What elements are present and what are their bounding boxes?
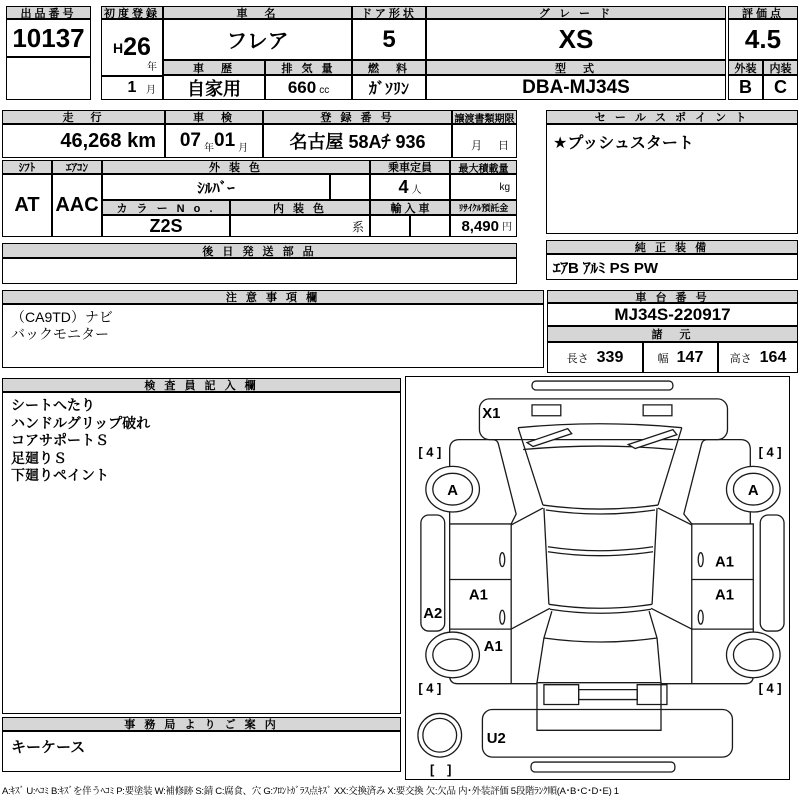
deck-lines [536, 638, 660, 683]
max-load-header: 最大積載量 [450, 160, 517, 174]
recycle-amount: 8,490 [461, 217, 499, 235]
inspector-line-2: ハンドルグリップ破れ [11, 414, 151, 431]
car-top-view [407, 378, 789, 779]
reg-no-value: 名古屋 58Aﾁ 936 [263, 124, 452, 158]
first-reg-header: 初度登録 [101, 6, 163, 19]
auction-no-value: 10137 [6, 19, 91, 57]
damage-code-legend: A:ｷｽﾞ U:ﾍｺﾐ B:ｷｽﾞを伴うﾍｺﾐ P:要塗装 W:補修跡 S:錆 C:腐食、穴 G:ﾌﾛﾝﾄｶﾞﾗｽ点ｷｽﾞ XX:交換済み X:要交換 欠:欠品 内･外装評価 5段階ﾗﾝｸ順(A･B･C･D･E) 1 [2, 786, 619, 797]
height-label: 高さ [729, 352, 752, 365]
mileage-header: 走 行 [2, 110, 165, 124]
int-color-header: 内 装 色 [230, 200, 370, 215]
notes-body [2, 304, 544, 368]
reg-month: 1 [127, 79, 137, 96]
notes-line-2: バックモニター [11, 326, 109, 342]
aircon-value: AAC [52, 174, 102, 237]
grade-header: グ レ ー ド [426, 6, 726, 19]
sales-point-header: セ ー ル ス ポ イ ン ト [546, 110, 798, 124]
capacity-header: 乗車定員 [370, 160, 450, 174]
color-no-header: カ ラ ー N o . [102, 200, 230, 215]
first-reg-year-cell [101, 19, 163, 76]
inspection-year: 07 [179, 130, 201, 151]
c-pillar-links [511, 608, 692, 629]
doors-right [691, 523, 753, 628]
displacement-unit: cc [319, 85, 330, 96]
ext-color-header: 外 装 色 [102, 160, 370, 174]
exterior-grade-value: B [728, 75, 763, 100]
transfer-deadline-value [452, 124, 517, 158]
inspection-year-unit: 年 [204, 143, 214, 154]
front-bumper [479, 398, 727, 439]
damage-diagram [405, 376, 790, 780]
sales-point-value: ★プッシュスタート [546, 124, 798, 234]
roof-rear-arcs [548, 604, 651, 613]
model-code-header: 型 式 [426, 60, 726, 75]
car-name-value: フレア [163, 19, 352, 60]
grade-value: XS [426, 19, 726, 60]
fuel-value: ｶﾞｿﾘﾝ [352, 75, 426, 100]
wiper-base-line [523, 446, 673, 449]
rear-strip [531, 762, 675, 772]
tail-lamp-left [543, 684, 578, 704]
door-handle-rr [698, 610, 703, 624]
inspection-value [165, 124, 263, 158]
first-reg-month-cell [101, 76, 163, 100]
car-name-header: 車 名 [163, 6, 352, 19]
inspection-month-unit: 月 [238, 143, 249, 154]
displacement-value [265, 75, 352, 100]
recycle-unit: 円 [502, 222, 512, 233]
recycle-header: ﾘｻｲｸﾙ預託金 [450, 200, 517, 215]
fender-stubs [449, 511, 750, 524]
displacement-number: 660 [287, 77, 317, 97]
door-shape-value: 5 [352, 19, 426, 60]
mark-front-bumper: X1 [481, 405, 500, 422]
inspector-header: 検 査 員 記 入 欄 [2, 378, 401, 392]
spec-width-cell [643, 342, 718, 373]
fuel-header: 燃 料 [352, 60, 426, 75]
notes-header: 注 意 事 項 欄 [2, 290, 544, 304]
door-shape-header: ドア形状 [352, 6, 426, 19]
length-value: 339 [596, 348, 624, 366]
spec-length-cell [547, 342, 643, 373]
recycle-value [450, 215, 517, 237]
mark-door-fr: A1 [714, 554, 734, 571]
inspection-header: 車 検 [165, 110, 263, 124]
transfer-deadline-header: 譲渡書類期限 [452, 110, 517, 124]
reg-year: 26 [123, 33, 151, 61]
max-load-value: kg [450, 174, 517, 200]
mark-door-rl: A1 [468, 586, 488, 603]
interior-grade-value: C [763, 75, 798, 100]
doors-left [449, 523, 511, 628]
inspection-month: 01 [214, 130, 236, 151]
history-header: 車 歴 [163, 60, 265, 75]
mark-wheel-fr: A [747, 482, 759, 499]
mark-tire-fl: [ 4 ] [417, 443, 441, 459]
roof-front-arcs [547, 546, 652, 555]
tail-lamp-right [637, 684, 667, 704]
specs-header: 諸 元 [547, 326, 798, 342]
transfer-day-unit: 日 [498, 140, 509, 152]
transfer-month-unit: 月 [471, 140, 482, 152]
exterior-grade-header: 外装 [728, 60, 763, 75]
model-code-value: DBA-MJ34S [426, 75, 726, 100]
dashboard-arcs [542, 505, 657, 514]
import-car-header: 輸 入 車 [370, 200, 450, 215]
mark-door-rr: A1 [714, 586, 734, 603]
oem-equip-value: ｴｱB ｱﾙﾐ PS PW [546, 254, 798, 280]
mark-rear-bumper: U2 [486, 730, 506, 747]
aircon-header: ｴｱｺﾝ [52, 160, 102, 174]
import-car-cell-1 [370, 215, 410, 237]
int-color-value: 系 [230, 215, 370, 237]
spec-height-cell [718, 342, 798, 373]
rear-window [543, 611, 656, 642]
year-unit: 年 [147, 62, 157, 73]
height-value: 164 [759, 348, 787, 366]
era-letter: H [113, 39, 124, 56]
score-value: 4.5 [728, 19, 798, 60]
chassis-no-header: 車 台 番 号 [547, 290, 798, 303]
door-handle-rl [499, 610, 504, 624]
shift-value: AT [2, 174, 52, 237]
width-label: 幅 [657, 352, 669, 365]
rocker-right [760, 514, 784, 630]
capacity-value [370, 174, 450, 200]
displacement-header: 排 気 量 [265, 60, 352, 75]
interior-grade-header: 内装 [763, 60, 798, 75]
mark-rocker-l: A2 [422, 605, 442, 622]
office-value: キーケース [2, 731, 401, 772]
inspector-line-3: コアサポートＳ [11, 432, 109, 448]
inspector-line-5: 下廻りペイント [11, 467, 109, 483]
later-parts-header: 後 日 発 送 部 品 [2, 243, 517, 258]
door-handle-fr [698, 552, 703, 566]
month-unit: 月 [146, 85, 156, 96]
later-parts-value [2, 258, 517, 284]
door-handle-fl [499, 552, 504, 566]
mark-tire-rr: [ 4 ] [758, 680, 782, 696]
office-header: 事 務 局 よ り ご 案 内 [2, 717, 401, 731]
notes-line-1: （CA9TD）ナビ [11, 309, 113, 325]
capacity-unit: 人 [411, 185, 422, 196]
auction-no-empty-box [6, 57, 91, 100]
reg-no-header: 登 録 番 号 [263, 110, 452, 124]
mileage-value: 46,268 km [2, 124, 165, 158]
inspector-body [2, 392, 401, 714]
mark-tire-rl: [ 4 ] [417, 680, 441, 696]
color-no-value: Z2S [102, 215, 230, 237]
ext-color-value: ｼﾙﾊﾞｰ [102, 174, 330, 200]
inspector-line-4: 足廻りＳ [11, 449, 67, 466]
mark-spare: [ ] [429, 761, 451, 777]
license-garnish [578, 689, 637, 699]
capacity-number: 4 [398, 176, 409, 197]
spare-tire [417, 713, 461, 757]
width-value: 147 [676, 348, 704, 366]
ext-color-sub-cell [330, 174, 370, 200]
score-header: 評価点 [728, 6, 798, 19]
mark-tire-fr: [ 4 ] [758, 443, 782, 459]
mark-wheel-fl: A [446, 482, 458, 499]
front-strip [532, 381, 673, 390]
shift-header: ｼﾌﾄ [2, 160, 52, 174]
history-value: 自家用 [163, 75, 265, 100]
rear-bumper [482, 709, 732, 757]
length-label: 長さ [566, 352, 589, 365]
import-car-cell-2 [410, 215, 450, 237]
chassis-no-value: MJ34S-220917 [547, 303, 798, 326]
oem-equip-header: 純 正 装 備 [546, 240, 798, 254]
mark-quarter-rl: A1 [483, 638, 503, 655]
a-pillar-links [511, 508, 692, 525]
inspector-line-1: シートへたり [11, 397, 95, 413]
auction-no-header: 出品番号 [6, 6, 91, 19]
